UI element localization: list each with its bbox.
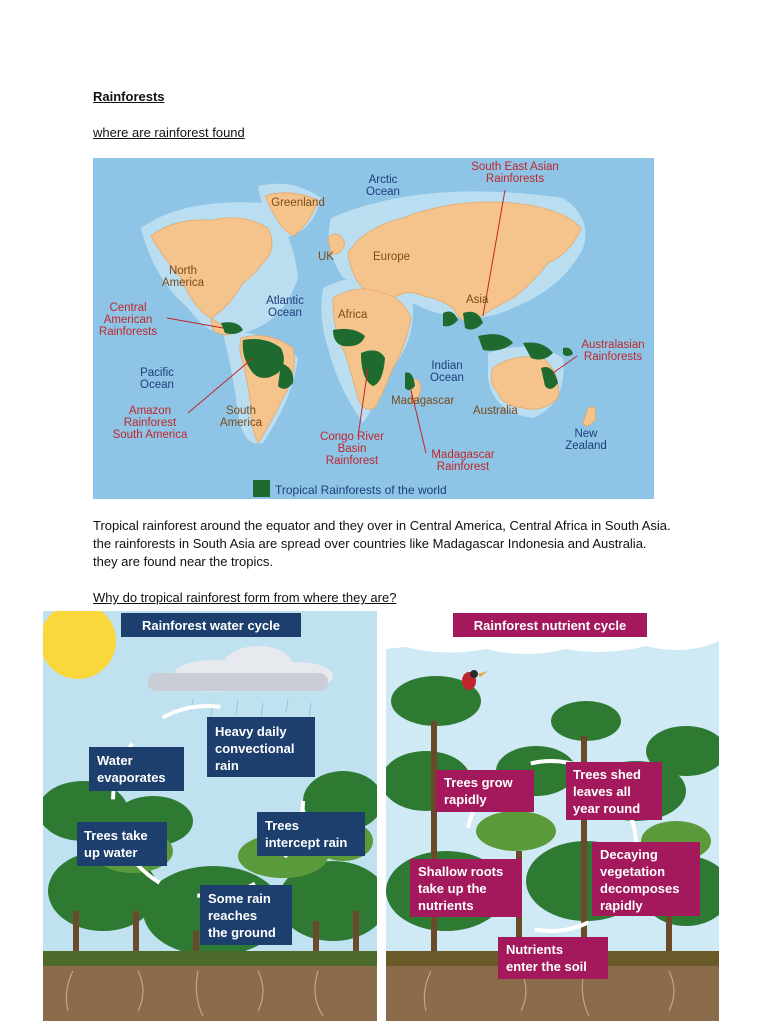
water-cycle-diagram	[43, 611, 377, 1021]
svg-text:Trees growrapidly: Trees grow rapidly	[444, 775, 513, 807]
svg-text:Heavy dailyconvectionalrain: Heavy daily convectional rain	[215, 724, 295, 773]
amazon-rainforest-label: Amazon Rainforest South America	[112, 405, 188, 441]
madagascar-rainforest-label: Madagascar Rainforest	[431, 449, 495, 473]
legend-swatch	[253, 480, 270, 497]
legend-label: Tropical Rainforests of the world	[275, 483, 447, 497]
step-shallow-roots	[410, 859, 522, 917]
svg-text:Treesintercept rain: Trees intercept rain	[265, 818, 348, 850]
svg-text:Decayingvegetationdecomposesra: Decaying vegetation decomposes rapidly	[600, 847, 680, 913]
step-rain-reaches-ground	[200, 885, 292, 945]
section-heading: where are rainforest found	[93, 125, 245, 140]
step-decaying-vegetation	[592, 842, 700, 916]
indian-ocean-label: Indian Ocean	[430, 360, 464, 384]
svg-text:Waterevaporates: Water evaporates	[97, 753, 166, 785]
svg-text:Some rainreachesthe ground: Some rain reaches the ground	[208, 891, 276, 940]
atlantic-ocean-label: Atlantic Ocean	[266, 295, 304, 319]
world-rainforest-map	[93, 158, 654, 499]
australia-label: Australia	[473, 405, 518, 417]
body-paragraph: Tropical rainforest around the equator and they over in Central America, Central Africa in South Asia. the rainforests in South Asia are spread over countries like Madagascar Indonesia and Australia. they are found near the tropics.	[93, 518, 671, 569]
step-water-evaporates	[89, 747, 184, 791]
page-title: Rainforests	[93, 89, 165, 104]
south-america-label: South America	[219, 405, 263, 429]
south-east-asian-rainforests-label: South East Asian Rainforests	[471, 161, 559, 185]
step-trees-grow	[436, 770, 534, 812]
nutrient-cycle-diagram	[386, 611, 719, 1021]
uk-label: UK	[318, 251, 334, 263]
asia-label: Asia	[466, 294, 489, 306]
question-heading: Why do tropical rainforest form from where they are?	[93, 590, 397, 605]
greenland-label: Greenland	[271, 197, 325, 209]
australasian-rainforests-label: Australasian Rainforests	[581, 339, 645, 363]
step-nutrients-enter-soil	[498, 937, 608, 979]
congo-rainforest-label: Congo River Basin Rainforest	[320, 431, 384, 467]
step-trees-take-water	[77, 822, 167, 866]
step-heavy-rain	[207, 717, 315, 777]
svg-text:Trees takeup water: Trees take up water	[84, 828, 148, 860]
svg-text:Nutrientsenter the soil: Nutrients enter the soil	[506, 942, 587, 974]
central-american-rainforests-label: Central American Rainforests	[98, 302, 158, 338]
nutrient-cycle-title: Rainforest nutrient cycle	[473, 618, 627, 633]
africa-label: Africa	[338, 309, 368, 321]
svg-text:Shallow rootstake up thenutrie: Shallow roots take up the nutrients	[418, 864, 504, 913]
madagascar-label: Madagascar	[391, 395, 455, 407]
pacific-ocean-label: Pacific Ocean	[140, 367, 174, 391]
step-trees-intercept	[257, 812, 365, 856]
north-america-label: North America	[161, 265, 205, 289]
water-cycle-title: Rainforest water cycle	[141, 618, 281, 633]
arctic-ocean-label: Arctic Ocean	[366, 174, 400, 198]
svg-text:Trees shedleaves allyear round: Trees shed leaves all year round	[573, 767, 641, 816]
step-trees-shed-leaves	[566, 762, 662, 820]
new-zealand-label: New Zealand	[565, 428, 607, 452]
europe-label: Europe	[373, 251, 411, 263]
